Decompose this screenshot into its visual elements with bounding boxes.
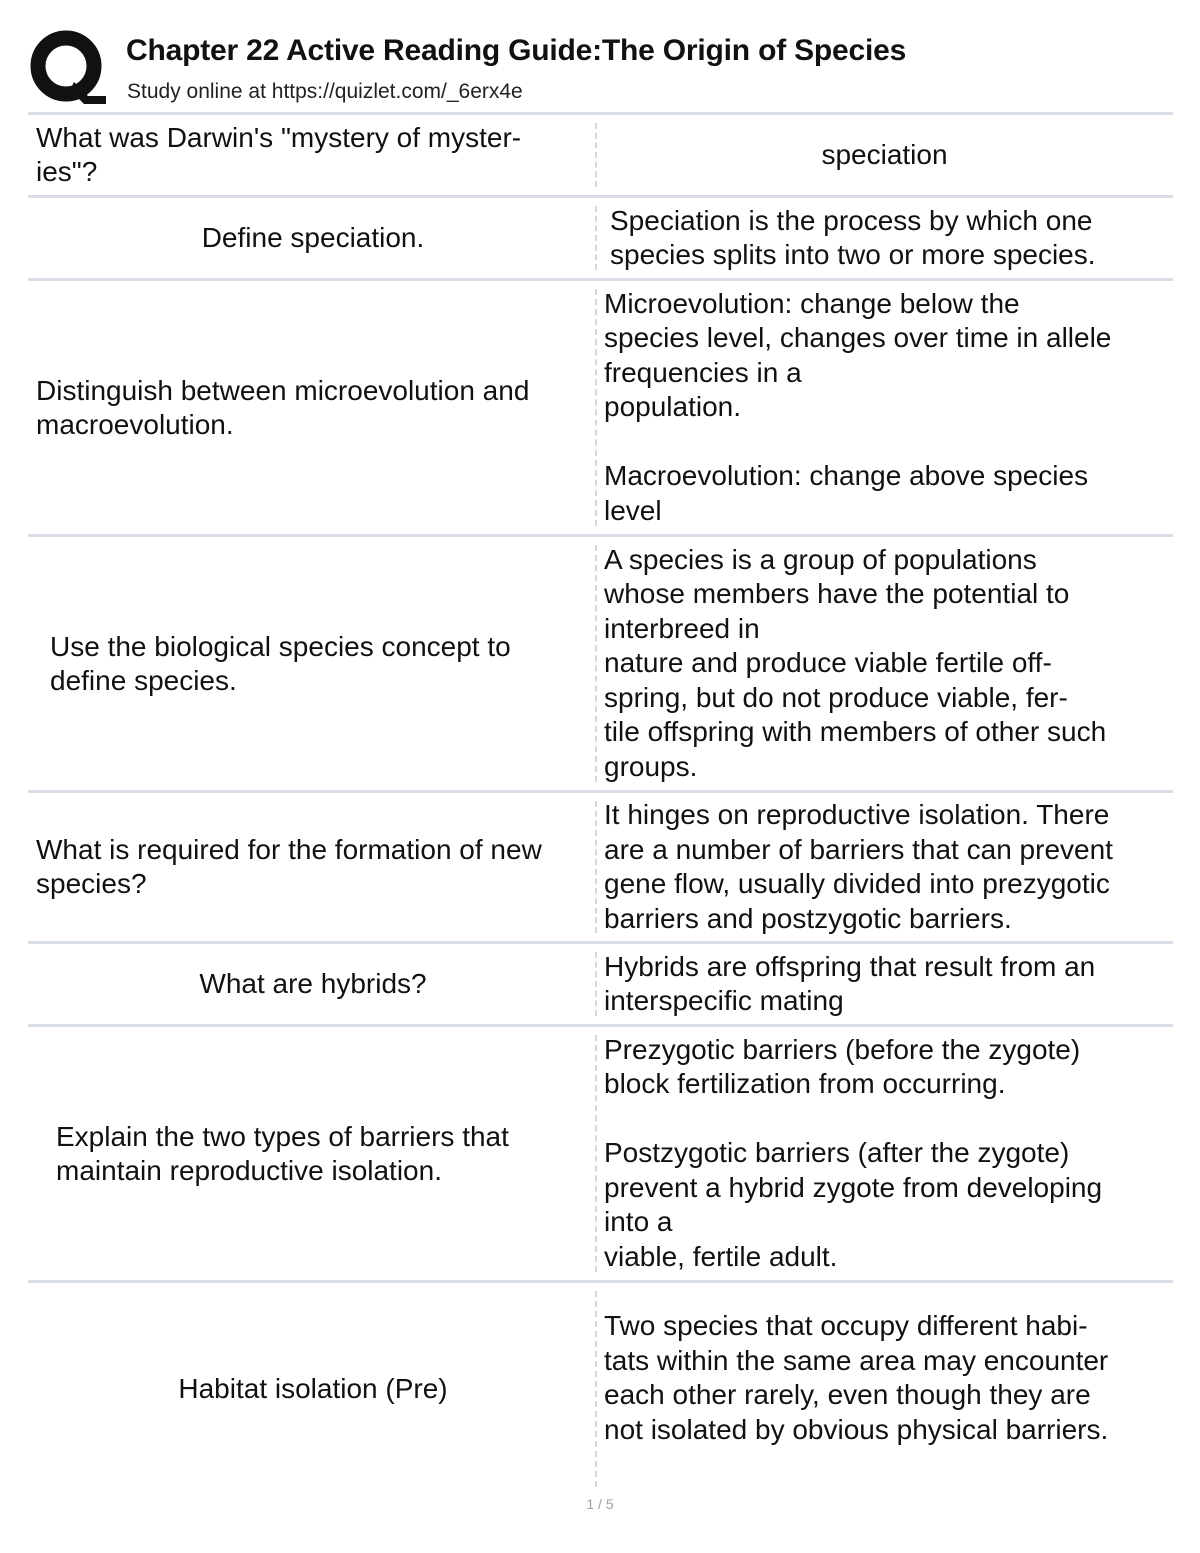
card-term: Define speciation.	[201, 222, 425, 253]
column-divider	[595, 801, 597, 933]
card-row	[28, 198, 1173, 281]
column-divider	[595, 1291, 597, 1487]
card-definition: Microevolution: change below the species level, changes over time in allele frequencies in a population. Macroevolution: change above species level	[604, 287, 1112, 526]
card-term: Distinguish between microevolution and macroevolution.	[36, 374, 530, 440]
column-divider	[595, 289, 597, 526]
card-term: What are hybrids?	[199, 968, 427, 999]
card-term: What is required for the formation of new species?	[36, 834, 542, 899]
quizlet-logo-icon	[30, 30, 106, 106]
card-row	[28, 281, 1173, 537]
column-divider	[595, 123, 597, 187]
column-divider	[595, 545, 597, 782]
flashcard-table	[28, 112, 1173, 1495]
card-term: What was Darwin's "mystery of myster- ies"?	[36, 122, 522, 187]
card-row	[28, 1027, 1173, 1283]
column-divider	[595, 952, 597, 1016]
card-definition: Two species that occupy different habi- tats within the same area may encounter each other rarely, even though they are not isolated by obvious physical barriers.	[604, 1310, 1109, 1445]
card-row	[28, 537, 1173, 793]
page-number: 1 / 5	[586, 1496, 614, 1512]
column-divider	[595, 1035, 597, 1272]
card-definition: speciation	[821, 138, 948, 170]
study-link[interactable]: Study online at https://quizlet.com/_6erx4e	[127, 80, 523, 103]
card-row	[28, 793, 1173, 944]
card-definition: Speciation is the process by which one species splits into two or more species.	[610, 204, 1096, 270]
card-definition: A species is a group of populations whose members have the potential to interbreed in nature and produce viable fertile off- spring, but do not produce viable, fer- tile offspring with members of other such groups.	[604, 543, 1107, 782]
card-term: Use the biological species concept to define species.	[50, 630, 511, 696]
page-title: Chapter 22 Active Reading Guide:The Origin of Species	[126, 34, 907, 67]
card-row	[28, 115, 1173, 198]
card-row	[28, 944, 1173, 1027]
card-term: Habitat isolation (Pre)	[178, 1373, 448, 1404]
card-term: Explain the two types of barriers that maintain reproductive isolation.	[56, 1120, 509, 1186]
card-definition: Prezygotic barriers (before the zygote) block fertilization from occurring. Postzygotic barriers (after the zygote) prevent a hybrid zygote from developing into a viable, fertile adult.	[604, 1033, 1103, 1272]
card-row	[28, 1283, 1173, 1495]
card-definition: It hinges on reproductive isolation. There are a number of barriers that can prevent gene flow, usually divided into prezygotic barriers and postzygotic barriers.	[604, 799, 1113, 934]
column-divider	[595, 206, 597, 270]
card-definition: Hybrids are offspring that result from an interspecific mating	[604, 950, 1096, 1016]
